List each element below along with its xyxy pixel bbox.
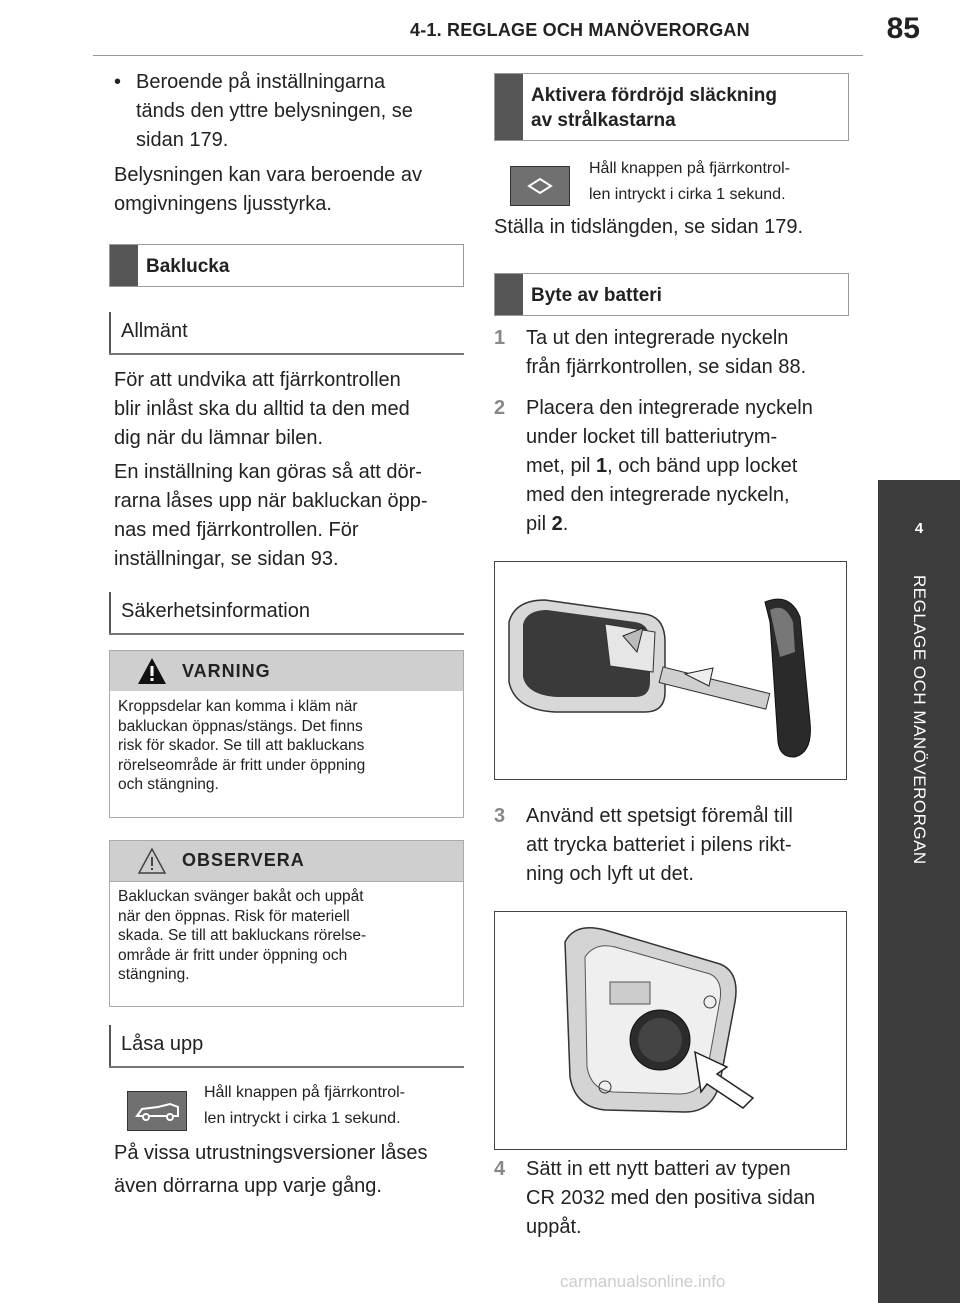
para-line: En inställning kan göras så att dör- <box>114 461 422 483</box>
subheading-rule <box>109 633 464 635</box>
page-number: 85 <box>886 12 920 45</box>
para-line: nas med fjärrkontrollen. För <box>114 519 359 541</box>
arrow-ref: 2 <box>551 513 563 535</box>
para-line: inställningar, se sidan 93. <box>114 548 339 570</box>
section-title: Byte av batteri <box>531 285 662 306</box>
warning-text <box>118 697 457 795</box>
step-line: pil 2. <box>526 513 569 535</box>
icon-caption-line: Håll knappen på fjärrkontrol- <box>589 160 790 177</box>
section-header-aktivera <box>494 73 849 141</box>
step-line: Ta ut den integrerade nyckeln <box>526 327 789 349</box>
para-line: blir inlåst ska du alltid ta den med <box>114 398 410 420</box>
note-line: Bakluckan svänger bakåt och uppåt <box>118 888 364 905</box>
note-line: skada. Se till att bakluckans rörelse- <box>118 927 367 944</box>
subheading-label: Säkerhetsinformation <box>121 600 310 622</box>
warning-title: VARNING <box>182 661 271 681</box>
icon-caption-line: len intryckt i cirka 1 sekund. <box>204 1110 401 1127</box>
header-divider <box>93 55 863 56</box>
warning-line: bakluckan öppnas/stängs. Det finns <box>118 717 363 735</box>
step-line: ning och lyft ut det. <box>526 863 694 885</box>
subheading-sakerhetsinformation <box>109 592 466 634</box>
note-box <box>109 840 464 1007</box>
para-line: På vissa utrustningsversioner låses <box>114 1142 428 1164</box>
step-line: med den integrerade nyckeln, <box>526 484 790 506</box>
caution-triangle-outline-icon <box>137 847 167 875</box>
section-header-byte-av-batteri <box>494 273 849 316</box>
arrow-ref: 1 <box>596 455 608 477</box>
para-line: För att undvika att fjärrkontrollen <box>114 369 401 391</box>
step-line: uppåt. <box>526 1216 582 1238</box>
section-header-baklucka <box>109 244 464 287</box>
warning-box <box>109 650 464 818</box>
step-line: Placera den integrerade nyckeln <box>526 397 813 419</box>
subheading-label: Allmänt <box>121 320 188 342</box>
step-line: met, pil 1, och bänd upp locket <box>526 455 798 477</box>
chapter-number: 4 <box>914 520 924 537</box>
note-text <box>118 887 457 985</box>
step-number: 3 <box>494 805 506 827</box>
para-line: Ställa in tidslängden, se sidan 179. <box>494 216 804 238</box>
key-fob-opening-illustration <box>494 561 847 780</box>
subheading-rule <box>109 1066 464 1068</box>
section-title: Baklucka <box>146 256 230 277</box>
icon-caption-line: len intryckt i cirka 1 sekund. <box>589 186 786 203</box>
bullet-line-3: sidan 179. <box>136 129 229 151</box>
step-line: från fjärrkontrollen, se sidan 88. <box>526 356 807 378</box>
step-line: CR 2032 med den positiva sidan <box>526 1187 816 1209</box>
icon-caption-line: Håll knappen på fjärrkontrol- <box>204 1084 405 1101</box>
step-line: Använd ett spetsigt föremål till <box>526 805 793 827</box>
step-number: 4 <box>494 1158 506 1180</box>
bullet-line-1: Beroende på inställningarna <box>136 71 386 93</box>
step-line: att trycka batteriet i pilens rikt- <box>526 834 792 856</box>
chapter-title-vertical: REGLAGE OCH MANÖVERORGAN <box>910 575 929 865</box>
step-number: 2 <box>494 397 506 419</box>
warning-line: och stängning. <box>118 776 219 793</box>
car-tailgate-button-icon <box>127 1091 187 1131</box>
bullet-mark: • <box>114 71 122 93</box>
step-line: Sätt in ett nytt batteri av typen <box>526 1158 791 1180</box>
note-header <box>110 841 463 882</box>
para-line: dig när du lämnar bilen. <box>114 427 324 449</box>
warning-line: Kroppsdelar kan komma i kläm när <box>118 698 358 715</box>
para-line: rarna låses upp när bakluckan öpp- <box>114 490 428 512</box>
watermark-text: carmanualsonline.info <box>560 1272 726 1291</box>
warning-triangle-icon <box>137 657 167 685</box>
warning-line: risk för skador. Se till att bakluckans <box>118 737 365 754</box>
step-number: 1 <box>494 327 506 349</box>
para-line: omgivningens ljusstyrka. <box>114 193 332 215</box>
diamond-button-icon <box>510 166 570 206</box>
warning-header <box>110 651 463 691</box>
warning-line: rörelseområde är fritt under öppning <box>118 756 366 774</box>
subheading-lasa-upp <box>109 1025 466 1067</box>
note-line: stängning. <box>118 966 190 983</box>
section-bar <box>495 274 523 315</box>
note-line: när den öppnas. Risk för materiell <box>118 907 350 925</box>
section-title-line: Aktivera fördröjd släckning <box>531 85 778 106</box>
subheading-rule <box>109 353 464 355</box>
note-line: område är fritt under öppning och <box>118 946 348 964</box>
subheading-label: Låsa upp <box>121 1033 204 1055</box>
para-line: Belysningen kan vara beroende av <box>114 164 422 186</box>
section-bar <box>110 245 138 286</box>
step-line: under locket till batteriutrym- <box>526 426 778 448</box>
header-title: 4-1. REGLAGE OCH MANÖVERORGAN <box>410 20 750 40</box>
bullet-line-2: tänds den yttre belysningen, se <box>136 100 413 122</box>
subheading-allmant <box>109 312 466 354</box>
para-line: även dörrarna upp varje gång. <box>114 1175 382 1197</box>
note-title: OBSERVERA <box>182 850 305 870</box>
battery-compartment-illustration <box>494 911 847 1150</box>
section-title-line: av strålkastarna <box>531 110 676 131</box>
section-bar <box>495 74 523 140</box>
